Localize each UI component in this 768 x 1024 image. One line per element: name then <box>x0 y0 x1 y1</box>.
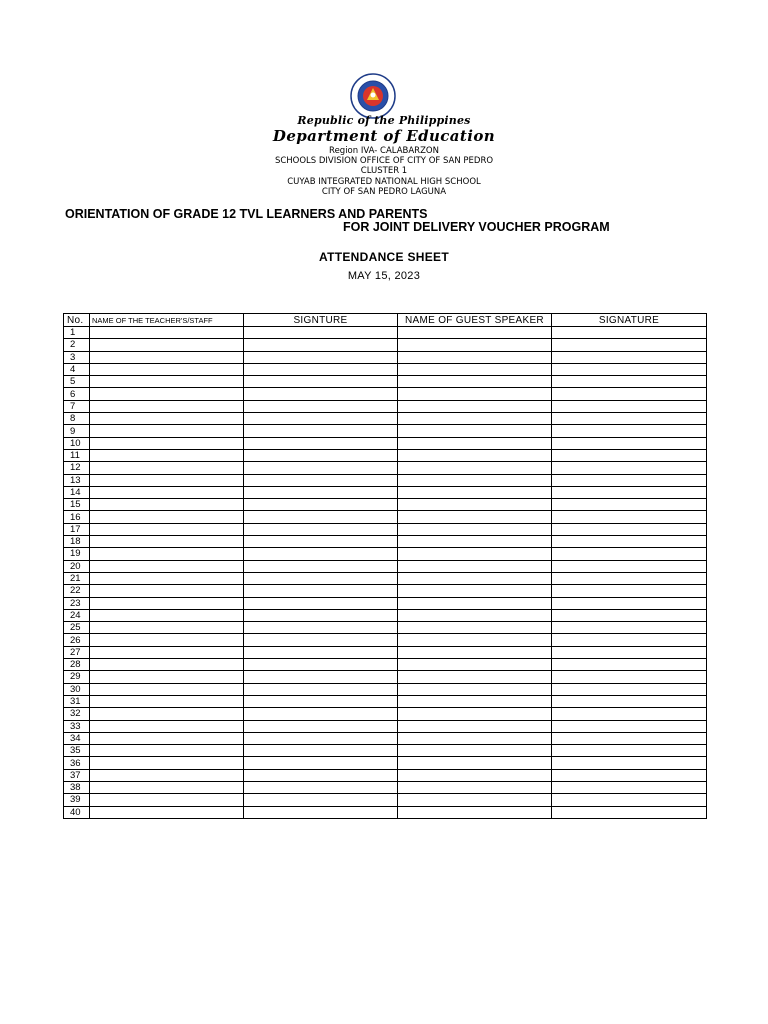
sheet-title: ATTENDANCE SHEET <box>319 250 449 264</box>
signature-cell[interactable] <box>244 634 398 646</box>
row-number: 2 <box>64 339 90 351</box>
row-number: 6 <box>64 388 90 400</box>
table-row <box>64 388 707 400</box>
guest-speaker-cell[interactable] <box>398 609 552 621</box>
row-number: 22 <box>64 585 90 597</box>
guest-speaker-cell[interactable] <box>398 437 552 449</box>
guest-speaker-cell[interactable] <box>398 695 552 707</box>
table-row <box>64 449 707 461</box>
signature-cell[interactable] <box>244 536 398 548</box>
header-no: No. <box>64 314 90 327</box>
guest-speaker-cell[interactable] <box>398 708 552 720</box>
signature-cell[interactable] <box>552 462 707 474</box>
table-row <box>64 597 707 609</box>
division-line: SCHOOLS DIVISION OFFICE OF CITY OF SAN PEDRO <box>274 156 494 166</box>
teacher-name-cell[interactable] <box>90 363 244 375</box>
teacher-name-cell[interactable] <box>90 732 244 744</box>
teacher-name-cell[interactable] <box>90 597 244 609</box>
guest-speaker-cell[interactable] <box>398 659 552 671</box>
signature-cell[interactable] <box>552 548 707 560</box>
signature-cell[interactable] <box>244 732 398 744</box>
signature-cell[interactable] <box>552 560 707 572</box>
teacher-name-cell[interactable] <box>90 683 244 695</box>
row-number: 16 <box>64 511 90 523</box>
row-number: 19 <box>64 548 90 560</box>
guest-speaker-cell[interactable] <box>398 351 552 363</box>
sheet-date: MAY 15, 2023 <box>347 270 421 282</box>
signature-cell[interactable] <box>552 486 707 498</box>
row-number: 25 <box>64 622 90 634</box>
guest-speaker-cell[interactable] <box>398 794 552 806</box>
signature-cell[interactable] <box>244 622 398 634</box>
signature-cell[interactable] <box>244 683 398 695</box>
signature-cell[interactable] <box>244 720 398 732</box>
guest-speaker-cell[interactable] <box>398 376 552 388</box>
header-teacher-name: NAME OF THE TEACHER'S/STAFF <box>90 314 244 327</box>
department-title: Department of Education <box>272 127 496 145</box>
row-number: 35 <box>64 745 90 757</box>
table-row <box>64 683 707 695</box>
signature-cell[interactable] <box>552 351 707 363</box>
table-row <box>64 437 707 449</box>
teacher-name-cell[interactable] <box>90 659 244 671</box>
signature-cell[interactable] <box>244 806 398 818</box>
row-number: 18 <box>64 536 90 548</box>
teacher-name-cell[interactable] <box>90 671 244 683</box>
signature-cell[interactable] <box>244 376 398 388</box>
signature-cell[interactable] <box>552 523 707 535</box>
table-row <box>64 806 707 818</box>
row-number: 20 <box>64 560 90 572</box>
table-row <box>64 572 707 584</box>
row-number: 27 <box>64 646 90 658</box>
signature-cell[interactable] <box>552 474 707 486</box>
signature-cell[interactable] <box>552 536 707 548</box>
signature-cell[interactable] <box>244 708 398 720</box>
guest-speaker-cell[interactable] <box>398 486 552 498</box>
teacher-name-cell[interactable] <box>90 708 244 720</box>
signature-cell[interactable] <box>244 413 398 425</box>
signature-cell[interactable] <box>244 400 398 412</box>
signature-cell[interactable] <box>552 659 707 671</box>
guest-speaker-cell[interactable] <box>398 339 552 351</box>
guest-speaker-cell[interactable] <box>398 363 552 375</box>
signature-cell[interactable] <box>552 757 707 769</box>
signature-cell[interactable] <box>244 351 398 363</box>
teacher-name-cell[interactable] <box>90 794 244 806</box>
event-title-line2: FOR JOINT DELIVERY VOUCHER PROGRAM <box>343 220 610 234</box>
region-line: Region IVA- CALABARZON <box>329 146 439 156</box>
row-number: 38 <box>64 781 90 793</box>
guest-speaker-cell[interactable] <box>398 634 552 646</box>
teacher-name-cell[interactable] <box>90 499 244 511</box>
teacher-name-cell[interactable] <box>90 622 244 634</box>
table-row <box>64 720 707 732</box>
teacher-name-cell[interactable] <box>90 474 244 486</box>
guest-speaker-cell[interactable] <box>398 462 552 474</box>
signature-cell[interactable] <box>552 585 707 597</box>
row-number: 26 <box>64 634 90 646</box>
signature-cell[interactable] <box>244 671 398 683</box>
row-number: 4 <box>64 363 90 375</box>
teacher-name-cell[interactable] <box>90 462 244 474</box>
guest-speaker-cell[interactable] <box>398 327 552 339</box>
table-row <box>64 400 707 412</box>
signature-cell[interactable] <box>552 794 707 806</box>
guest-speaker-cell[interactable] <box>398 536 552 548</box>
row-number: 34 <box>64 732 90 744</box>
teacher-name-cell[interactable] <box>90 745 244 757</box>
guest-speaker-cell[interactable] <box>398 523 552 535</box>
row-number: 40 <box>64 806 90 818</box>
signature-cell[interactable] <box>244 646 398 658</box>
table-row <box>64 536 707 548</box>
guest-speaker-cell[interactable] <box>398 597 552 609</box>
attendance-table <box>63 313 707 819</box>
guest-speaker-cell[interactable] <box>398 622 552 634</box>
signature-cell[interactable] <box>552 339 707 351</box>
signature-cell[interactable] <box>552 388 707 400</box>
row-number: 33 <box>64 720 90 732</box>
guest-speaker-cell[interactable] <box>398 388 552 400</box>
teacher-name-cell[interactable] <box>90 806 244 818</box>
teacher-name-cell[interactable] <box>90 695 244 707</box>
row-number: 24 <box>64 609 90 621</box>
event-title-line1: ORIENTATION OF GRADE 12 TVL LEARNERS AND PARENTS <box>65 207 428 221</box>
signature-cell[interactable] <box>244 769 398 781</box>
signature-cell[interactable] <box>244 781 398 793</box>
teacher-name-cell[interactable] <box>90 585 244 597</box>
teacher-name-cell[interactable] <box>90 572 244 584</box>
table-row <box>64 609 707 621</box>
table-row <box>64 327 707 339</box>
signature-cell[interactable] <box>244 695 398 707</box>
header-signature-1: SIGNTURE <box>244 314 398 327</box>
signature-cell[interactable] <box>552 400 707 412</box>
signature-cell[interactable] <box>244 449 398 461</box>
teacher-name-cell[interactable] <box>90 769 244 781</box>
table-row <box>64 486 707 498</box>
teacher-name-cell[interactable] <box>90 523 244 535</box>
table-row <box>64 757 707 769</box>
table-row <box>64 769 707 781</box>
teacher-name-cell[interactable] <box>90 351 244 363</box>
row-number: 29 <box>64 671 90 683</box>
row-number: 8 <box>64 413 90 425</box>
guest-speaker-cell[interactable] <box>398 449 552 461</box>
table-row <box>64 560 707 572</box>
signature-cell[interactable] <box>552 413 707 425</box>
signature-cell[interactable] <box>552 720 707 732</box>
header-signature-2: SIGNATURE <box>552 314 707 327</box>
header-guest-speaker: NAME OF GUEST SPEAKER <box>398 314 552 327</box>
signature-cell[interactable] <box>552 671 707 683</box>
table-row <box>64 523 707 535</box>
signature-cell[interactable] <box>552 499 707 511</box>
republic-line: Republic of the Philippines <box>297 114 471 127</box>
teacher-name-cell[interactable] <box>90 609 244 621</box>
guest-speaker-cell[interactable] <box>398 400 552 412</box>
row-number: 12 <box>64 462 90 474</box>
teacher-name-cell[interactable] <box>90 400 244 412</box>
signature-cell[interactable] <box>552 597 707 609</box>
row-number: 17 <box>64 523 90 535</box>
guest-speaker-cell[interactable] <box>398 683 552 695</box>
table-row <box>64 363 707 375</box>
row-number: 37 <box>64 769 90 781</box>
row-number: 9 <box>64 425 90 437</box>
signature-cell[interactable] <box>552 437 707 449</box>
guest-speaker-cell[interactable] <box>398 548 552 560</box>
signature-cell[interactable] <box>244 548 398 560</box>
signature-cell[interactable] <box>552 695 707 707</box>
signature-cell[interactable] <box>552 708 707 720</box>
signature-cell[interactable] <box>244 462 398 474</box>
signature-cell[interactable] <box>244 425 398 437</box>
table-row <box>64 425 707 437</box>
signature-cell[interactable] <box>244 745 398 757</box>
signature-cell[interactable] <box>552 449 707 461</box>
deped-seal-icon <box>341 72 405 120</box>
table-row <box>64 548 707 560</box>
signature-cell[interactable] <box>552 425 707 437</box>
row-number: 39 <box>64 794 90 806</box>
signature-cell[interactable] <box>244 339 398 351</box>
guest-speaker-cell[interactable] <box>398 499 552 511</box>
table-row <box>64 646 707 658</box>
guest-speaker-cell[interactable] <box>398 671 552 683</box>
school-line: CUYAB INTEGRATED NATIONAL HIGH SCHOOL <box>287 177 481 187</box>
signature-cell[interactable] <box>244 327 398 339</box>
row-number: 14 <box>64 486 90 498</box>
table-row <box>64 511 707 523</box>
teacher-name-cell[interactable] <box>90 437 244 449</box>
table-header-row <box>64 314 707 327</box>
teacher-name-cell[interactable] <box>90 536 244 548</box>
guest-speaker-cell[interactable] <box>398 585 552 597</box>
cluster-line: CLUSTER 1 <box>360 166 408 176</box>
table-row <box>64 499 707 511</box>
signature-cell[interactable] <box>244 499 398 511</box>
guest-speaker-cell[interactable] <box>398 720 552 732</box>
guest-speaker-cell[interactable] <box>398 560 552 572</box>
city-line: CITY OF SAN PEDRO LAGUNA <box>321 187 447 197</box>
row-number: 10 <box>64 437 90 449</box>
guest-speaker-cell[interactable] <box>398 781 552 793</box>
teacher-name-cell[interactable] <box>90 757 244 769</box>
teacher-name-cell[interactable] <box>90 425 244 437</box>
teacher-name-cell[interactable] <box>90 486 244 498</box>
signature-cell[interactable] <box>552 683 707 695</box>
teacher-name-cell[interactable] <box>90 413 244 425</box>
teacher-name-cell[interactable] <box>90 376 244 388</box>
table-row <box>64 376 707 388</box>
row-number: 1 <box>64 327 90 339</box>
row-number: 31 <box>64 695 90 707</box>
teacher-name-cell[interactable] <box>90 548 244 560</box>
table-row <box>64 339 707 351</box>
table-row <box>64 781 707 793</box>
table-row <box>64 745 707 757</box>
row-number: 11 <box>64 449 90 461</box>
signature-cell[interactable] <box>552 609 707 621</box>
guest-speaker-cell[interactable] <box>398 745 552 757</box>
signature-cell[interactable] <box>244 585 398 597</box>
guest-speaker-cell[interactable] <box>398 572 552 584</box>
signature-cell[interactable] <box>244 572 398 584</box>
table-row <box>64 474 707 486</box>
guest-speaker-cell[interactable] <box>398 757 552 769</box>
row-number: 32 <box>64 708 90 720</box>
row-number: 3 <box>64 351 90 363</box>
row-number: 23 <box>64 597 90 609</box>
table-row <box>64 671 707 683</box>
table-row <box>64 794 707 806</box>
guest-speaker-cell[interactable] <box>398 511 552 523</box>
guest-speaker-cell[interactable] <box>398 732 552 744</box>
signature-cell[interactable] <box>244 437 398 449</box>
attendance-rows <box>64 327 707 819</box>
table-row <box>64 695 707 707</box>
signature-cell[interactable] <box>552 363 707 375</box>
row-number: 7 <box>64 400 90 412</box>
signature-cell[interactable] <box>552 646 707 658</box>
teacher-name-cell[interactable] <box>90 339 244 351</box>
signature-cell[interactable] <box>244 363 398 375</box>
teacher-name-cell[interactable] <box>90 781 244 793</box>
signature-cell[interactable] <box>244 794 398 806</box>
table-row <box>64 732 707 744</box>
signature-cell[interactable] <box>244 609 398 621</box>
signature-cell[interactable] <box>552 769 707 781</box>
signature-cell[interactable] <box>552 572 707 584</box>
row-number: 30 <box>64 683 90 695</box>
row-number: 28 <box>64 659 90 671</box>
table-row <box>64 462 707 474</box>
teacher-name-cell[interactable] <box>90 388 244 400</box>
teacher-name-cell[interactable] <box>90 634 244 646</box>
signature-cell[interactable] <box>552 376 707 388</box>
row-number: 13 <box>64 474 90 486</box>
signature-cell[interactable] <box>244 597 398 609</box>
row-number: 21 <box>64 572 90 584</box>
guest-speaker-cell[interactable] <box>398 474 552 486</box>
guest-speaker-cell[interactable] <box>398 425 552 437</box>
signature-cell[interactable] <box>552 327 707 339</box>
table-row <box>64 634 707 646</box>
teacher-name-cell[interactable] <box>90 720 244 732</box>
teacher-name-cell[interactable] <box>90 560 244 572</box>
guest-speaker-cell[interactable] <box>398 413 552 425</box>
signature-cell[interactable] <box>552 634 707 646</box>
row-number: 15 <box>64 499 90 511</box>
guest-speaker-cell[interactable] <box>398 806 552 818</box>
table-row <box>64 585 707 597</box>
signature-cell[interactable] <box>244 388 398 400</box>
table-row <box>64 413 707 425</box>
signature-cell[interactable] <box>244 523 398 535</box>
table-row <box>64 351 707 363</box>
teacher-name-cell[interactable] <box>90 449 244 461</box>
signature-cell[interactable] <box>552 781 707 793</box>
signature-cell[interactable] <box>552 622 707 634</box>
table-row <box>64 659 707 671</box>
signature-cell[interactable] <box>244 659 398 671</box>
signature-cell[interactable] <box>244 474 398 486</box>
signature-cell[interactable] <box>552 745 707 757</box>
teacher-name-cell[interactable] <box>90 327 244 339</box>
table-row <box>64 622 707 634</box>
signature-cell[interactable] <box>244 560 398 572</box>
guest-speaker-cell[interactable] <box>398 646 552 658</box>
signature-cell[interactable] <box>244 511 398 523</box>
teacher-name-cell[interactable] <box>90 511 244 523</box>
signature-cell[interactable] <box>244 757 398 769</box>
guest-speaker-cell[interactable] <box>398 769 552 781</box>
row-number: 36 <box>64 757 90 769</box>
signature-cell[interactable] <box>552 732 707 744</box>
row-number: 5 <box>64 376 90 388</box>
signature-cell[interactable] <box>552 511 707 523</box>
signature-cell[interactable] <box>552 806 707 818</box>
teacher-name-cell[interactable] <box>90 646 244 658</box>
table-row <box>64 708 707 720</box>
signature-cell[interactable] <box>244 486 398 498</box>
